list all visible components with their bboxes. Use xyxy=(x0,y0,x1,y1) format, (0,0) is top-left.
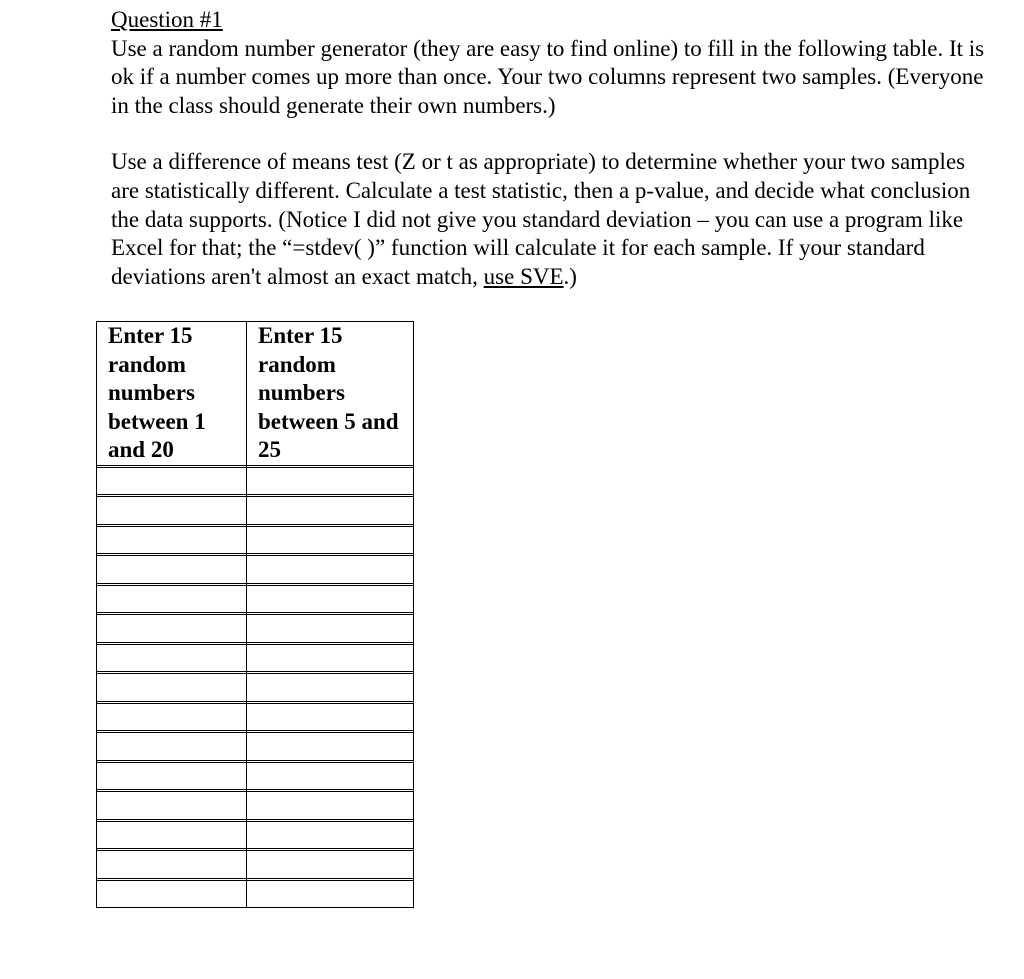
sample-2-cell[interactable] xyxy=(247,497,414,525)
sample-2-cell[interactable] xyxy=(247,880,414,908)
table-row xyxy=(97,674,414,702)
question-heading: Question #1 xyxy=(111,7,223,32)
table-row xyxy=(97,497,414,525)
sample-2-cell[interactable] xyxy=(247,674,414,702)
sample-1-cell[interactable] xyxy=(97,556,247,584)
table-row xyxy=(97,615,414,643)
instructions-paragraph-2-text: Use a difference of means test (Z or t as appropriate) to determine whether your two samples are statistically different. Calculate a test statistic, then a p-value, and decide what conclusion the data supports. (Notice I did not give you standard deviation – you can use a program like Excel for that; the “=stdev( )” function will calculate it for each sample. If your standard deviations aren't almost an exact match, xyxy=(111,149,971,289)
table-row xyxy=(97,467,414,495)
sample-1-cell[interactable] xyxy=(97,526,247,554)
sample-1-cell[interactable] xyxy=(97,674,247,702)
table-body xyxy=(97,465,414,908)
table-row xyxy=(97,585,414,613)
table-row xyxy=(97,792,414,820)
sample-1-cell[interactable] xyxy=(97,880,247,908)
sample-2-cell[interactable] xyxy=(247,821,414,849)
table-row xyxy=(97,880,414,908)
sample-1-cell[interactable] xyxy=(97,615,247,643)
sample-1-cell[interactable] xyxy=(97,467,247,495)
sample-1-cell[interactable] xyxy=(97,792,247,820)
sample-2-cell[interactable] xyxy=(247,851,414,879)
sample-1-cell[interactable] xyxy=(97,762,247,790)
table-row xyxy=(97,703,414,731)
sample-2-cell[interactable] xyxy=(247,762,414,790)
sample-1-cell[interactable] xyxy=(97,585,247,613)
sample-1-cell[interactable] xyxy=(97,733,247,761)
instructions-paragraph-2 xyxy=(111,148,991,291)
sample-2-cell[interactable] xyxy=(247,644,414,672)
table-row xyxy=(97,762,414,790)
use-sve-link[interactable]: use SVE xyxy=(483,263,564,289)
sample-2-cell[interactable] xyxy=(247,556,414,584)
sample-2-cell[interactable] xyxy=(247,526,414,554)
sample-2-cell[interactable] xyxy=(247,585,414,613)
table-row xyxy=(97,556,414,584)
instructions-paragraph-1: Use a random number generator (they are easy to find online) to fill in the following table. It is ok if a number comes up more than once. Your two columns represent two samples. (Everyone in the class should generate their own numbers.) xyxy=(111,35,985,118)
random-numbers-table xyxy=(96,321,414,908)
sample-1-cell[interactable] xyxy=(97,821,247,849)
sample-2-cell[interactable] xyxy=(247,615,414,643)
sample-2-cell[interactable] xyxy=(247,703,414,731)
sample-1-cell[interactable] xyxy=(97,703,247,731)
table-row xyxy=(97,851,414,879)
sample-1-cell[interactable] xyxy=(97,497,247,525)
sample-2-header: Enter 15 random numbers between 5 and 25 xyxy=(247,322,414,466)
table-row xyxy=(97,526,414,554)
sample-1-cell[interactable] xyxy=(97,851,247,879)
sample-2-cell[interactable] xyxy=(247,467,414,495)
table-row xyxy=(97,821,414,849)
sample-2-cell[interactable] xyxy=(247,733,414,761)
question-block xyxy=(111,6,991,291)
table-header-row xyxy=(97,322,414,466)
sample-1-cell[interactable] xyxy=(97,644,247,672)
sample-2-cell[interactable] xyxy=(247,792,414,820)
table-row xyxy=(97,644,414,672)
table-row xyxy=(97,733,414,761)
sample-1-header: Enter 15 random numbers between 1 and 20 xyxy=(97,322,247,466)
instructions-paragraph-2-end: .) xyxy=(563,263,577,289)
